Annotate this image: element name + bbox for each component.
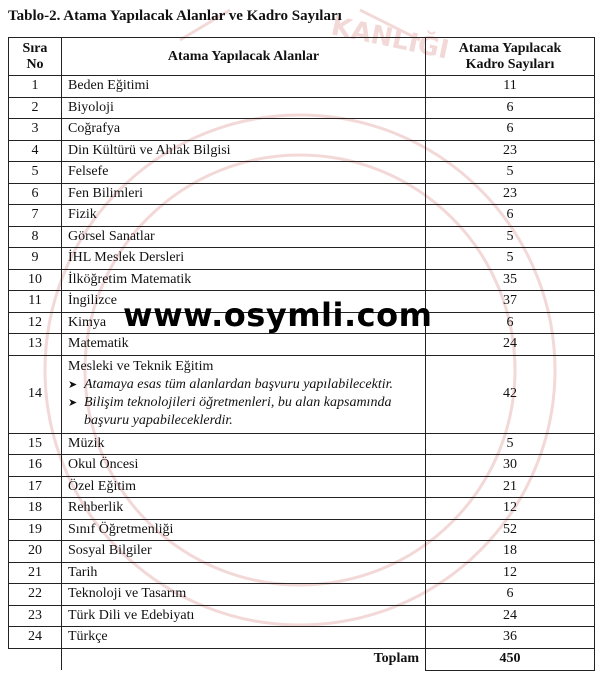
row-no: 2	[9, 97, 62, 119]
row-alan: Özel Eğitim	[62, 476, 426, 498]
row-kadro: 6	[426, 584, 595, 606]
row-kadro: 23	[426, 140, 595, 162]
row-alan: Müzik	[62, 433, 426, 455]
row-alan: Okul Öncesi	[62, 455, 426, 477]
row-no: 22	[9, 584, 62, 606]
row-kadro: 6	[426, 312, 595, 334]
total-row	[9, 648, 595, 670]
row-kadro: 6	[426, 205, 595, 227]
row-alan: Türkçe	[62, 627, 426, 649]
watermark-text: KANLIĞI	[328, 11, 452, 66]
row-no: 15	[9, 433, 62, 455]
row-kadro: 11	[426, 76, 595, 98]
row-no: 20	[9, 541, 62, 563]
total-label: Toplam	[62, 648, 426, 670]
table-row	[9, 97, 595, 119]
row-no: 17	[9, 476, 62, 498]
row-alan: İngilizce	[62, 291, 426, 313]
row-alan: Felsefe	[62, 162, 426, 184]
row-kadro: 24	[426, 605, 595, 627]
row-kadro: 21	[426, 476, 595, 498]
row-alan: Kimya	[62, 312, 426, 334]
arrow-bullet-icon: ➤	[68, 397, 78, 409]
row-alan: Biyoloji	[62, 97, 426, 119]
table-row	[9, 433, 595, 455]
row-alan: Görsel Sanatlar	[62, 226, 426, 248]
row-no: 13	[9, 334, 62, 356]
table-row	[9, 627, 595, 649]
header-kadro: Atama Yapılacak Kadro Sayıları	[426, 38, 595, 76]
row-kadro: 5	[426, 226, 595, 248]
table-row	[9, 162, 595, 184]
row-no: 19	[9, 519, 62, 541]
row-alan: Matematik	[62, 334, 426, 356]
header-alanlar: Atama Yapılacak Alanlar	[62, 38, 426, 76]
row-kadro: 6	[426, 119, 595, 141]
table-row	[9, 248, 595, 270]
arrow-bullet-icon: ➤	[68, 379, 78, 391]
row-no: 7	[9, 205, 62, 227]
table-row	[9, 205, 595, 227]
row14-notes	[68, 376, 419, 430]
row-kadro: 24	[426, 334, 595, 356]
row-no: 16	[9, 455, 62, 477]
row-no: 11	[9, 291, 62, 313]
note-item: ➤ Bilişim teknolojileri öğretmenleri, bu alan kapsamında başvuru yapabileceklerdir.	[68, 395, 392, 428]
website-overlay-text: www.osymli.com	[123, 296, 433, 334]
row-kadro: 36	[426, 627, 595, 649]
row-alan: Fizik	[62, 205, 426, 227]
row-alan: İlköğretim Matematik	[62, 269, 426, 291]
row-no: 23	[9, 605, 62, 627]
row-kadro: 12	[426, 562, 595, 584]
table-row	[9, 455, 595, 477]
assignment-table	[8, 37, 595, 671]
table-title: Tablo-2. Atama Yapılacak Alanlar ve Kadro Sayıları	[8, 8, 342, 24]
row-alan: Türk Dili ve Edebiyatı	[62, 605, 426, 627]
table-row	[9, 584, 595, 606]
row-no: 9	[9, 248, 62, 270]
row-kadro: 35	[426, 269, 595, 291]
table-row	[9, 183, 595, 205]
row-alan: Tarih	[62, 562, 426, 584]
row-kadro: 37	[426, 291, 595, 313]
row-alan: Din Kültürü ve Ahlak Bilgisi	[62, 140, 426, 162]
table-header-row	[9, 38, 595, 76]
row-alan: Fen Bilimleri	[62, 183, 426, 205]
table-row	[9, 140, 595, 162]
row-alan: Sınıf Öğretmenliği	[62, 519, 426, 541]
row-alan: Sosyal Bilgiler	[62, 541, 426, 563]
row-no: 3	[9, 119, 62, 141]
row-no: 1	[9, 76, 62, 98]
row-no: 21	[9, 562, 62, 584]
rows-group-2	[9, 433, 595, 648]
row-alan: Coğrafya	[62, 119, 426, 141]
row-no: 4	[9, 140, 62, 162]
table-row	[9, 605, 595, 627]
row-no: 6	[9, 183, 62, 205]
row-no: 24	[9, 627, 62, 649]
table-row	[9, 476, 595, 498]
total-value: 450	[426, 648, 595, 670]
table-row	[9, 562, 595, 584]
table-row	[9, 226, 595, 248]
row-kadro: 5	[426, 433, 595, 455]
row-kadro: 6	[426, 97, 595, 119]
row-no: 18	[9, 498, 62, 520]
row-kadro: 30	[426, 455, 595, 477]
table-row	[9, 541, 595, 563]
row-alan: Teknoloji ve Tasarım	[62, 584, 426, 606]
row-no: 10	[9, 269, 62, 291]
row-kadro: 5	[426, 162, 595, 184]
table-row	[9, 519, 595, 541]
table-row	[9, 76, 595, 98]
row14-title: Mesleki ve Teknik Eğitim	[68, 359, 214, 374]
row-no: 12	[9, 312, 62, 334]
table-row: 14 Mesleki ve Teknik Eğitim ➤ Atamaya esas tüm alanlardan başvuru yapılabilecektir. ➤ Bilişim teknolojileri öğretmenleri, bu alan kapsamında başvuru yapabileceklerdir. 42	[9, 355, 595, 433]
header-sira-no: Sıra No	[9, 38, 62, 76]
row-alan: İHL Meslek Dersleri	[62, 248, 426, 270]
row-kadro: 18	[426, 541, 595, 563]
row-no: 5	[9, 162, 62, 184]
table-row	[9, 498, 595, 520]
row14-content	[62, 355, 426, 433]
row-kadro: 5	[426, 248, 595, 270]
row-alan: Rehberlik	[62, 498, 426, 520]
table-row	[9, 334, 595, 356]
row-alan: Beden Eğitimi	[62, 76, 426, 98]
table-row	[9, 269, 595, 291]
note-item: ➤ Atamaya esas tüm alanlardan başvuru yapılabilecektir.	[68, 377, 393, 392]
row-kadro: 23	[426, 183, 595, 205]
row-no: 8	[9, 226, 62, 248]
row-kadro: 52	[426, 519, 595, 541]
table-row	[9, 119, 595, 141]
row-kadro: 12	[426, 498, 595, 520]
